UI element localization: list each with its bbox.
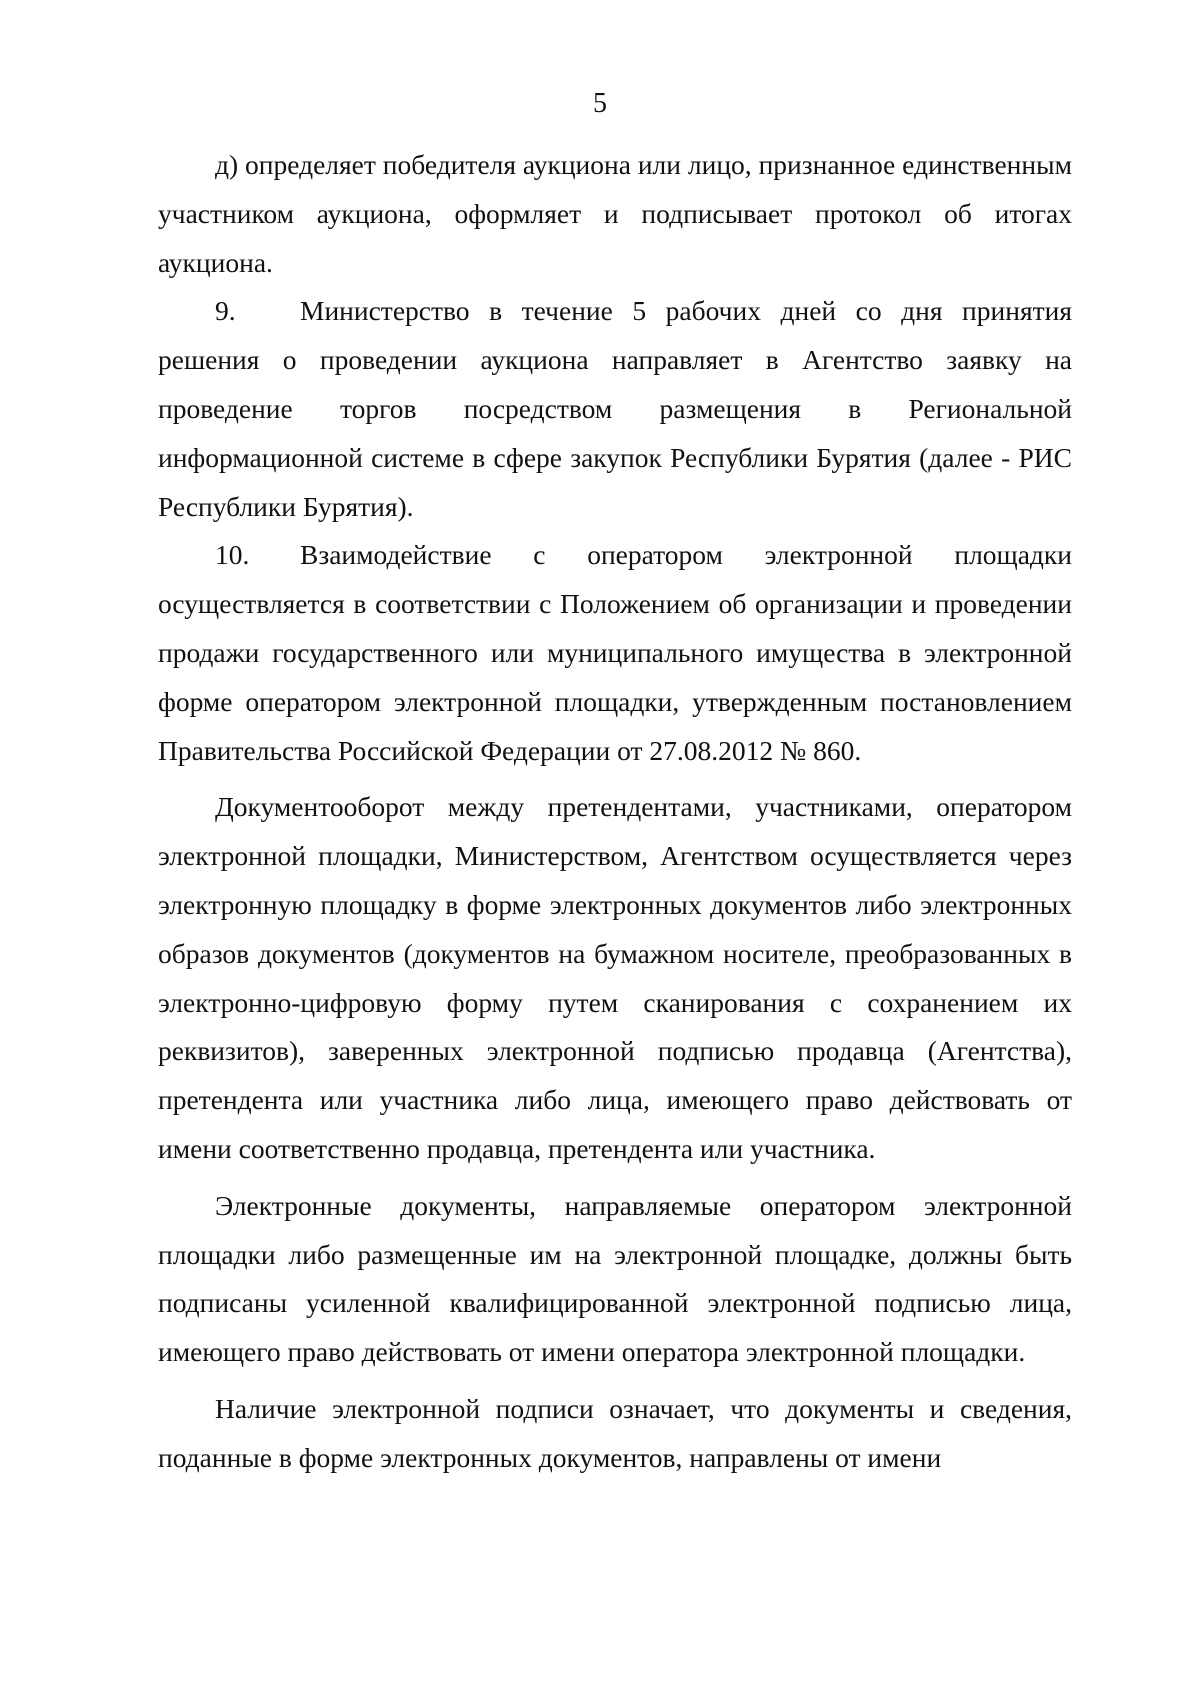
paragraph-item-d — [158, 141, 1072, 287]
item-number: 10. — [215, 539, 250, 571]
paragraph-item-10 — [158, 531, 1072, 775]
paragraph-item-9 — [158, 287, 1072, 531]
paragraph-text: д) определяет победителя аукциона или лицо, признанное единственным участником аукциона, оформляет и подписывает протокол об итогах аукциона. — [158, 149, 1072, 278]
item-number: 9. — [215, 295, 236, 327]
body-text — [158, 141, 1072, 1483]
page-number: 5 — [593, 88, 607, 119]
paragraph-text: Документооборот между претендентами, участниками, оператором электронной площадки, Министерством, Агентством осуществляется через электронную площадку в форме электронных документов либо электронных образов документов (документов на бумажном носителе, преобразованных в электронно-цифровую форму путем сканирования с сохранением их реквизитов), заверенных электронной подписью продавца (Агентства), претендента или участника либо лица, имеющего право действовать от имени соответственно продавца, претендента или участника. — [158, 791, 1072, 1164]
paragraph-electronic-documents — [158, 1182, 1072, 1377]
paragraph-document-flow — [158, 783, 1072, 1173]
paragraph-electronic-signature — [158, 1385, 1072, 1483]
paragraph-text: Взаимодействие с оператором электронной площадки осуществляется в соответствии с Положением об организации и проведении продажи государственного или муниципального имущества в электронной форме оператором электронной площадки, утвержденным постановлением Правительства Российской Федерации от 27.08.2012 № 860. — [158, 539, 1072, 766]
paragraph-text: Наличие электронной подписи означает, что документы и сведения, поданные в форме электронных документов, направлены от имени — [158, 1392, 1072, 1473]
paragraph-text: Министерство в течение 5 рабочих дней со дня принятия решения о проведении аукциона направляет в Агентство заявку на проведение торгов посредством размещения в Региональной информационной системе в сфере закупок Республики Бурятия (далее - РИС Республики Бурятия). — [158, 295, 1072, 522]
paragraph-text: Электронные документы, направляемые оператором электронной площадки либо размещенные им на электронной площадке, должны быть подписаны усиленной квалифицированной электронной подписью лица, имеющего право действовать от имени оператора электронной площадки. — [158, 1189, 1072, 1368]
